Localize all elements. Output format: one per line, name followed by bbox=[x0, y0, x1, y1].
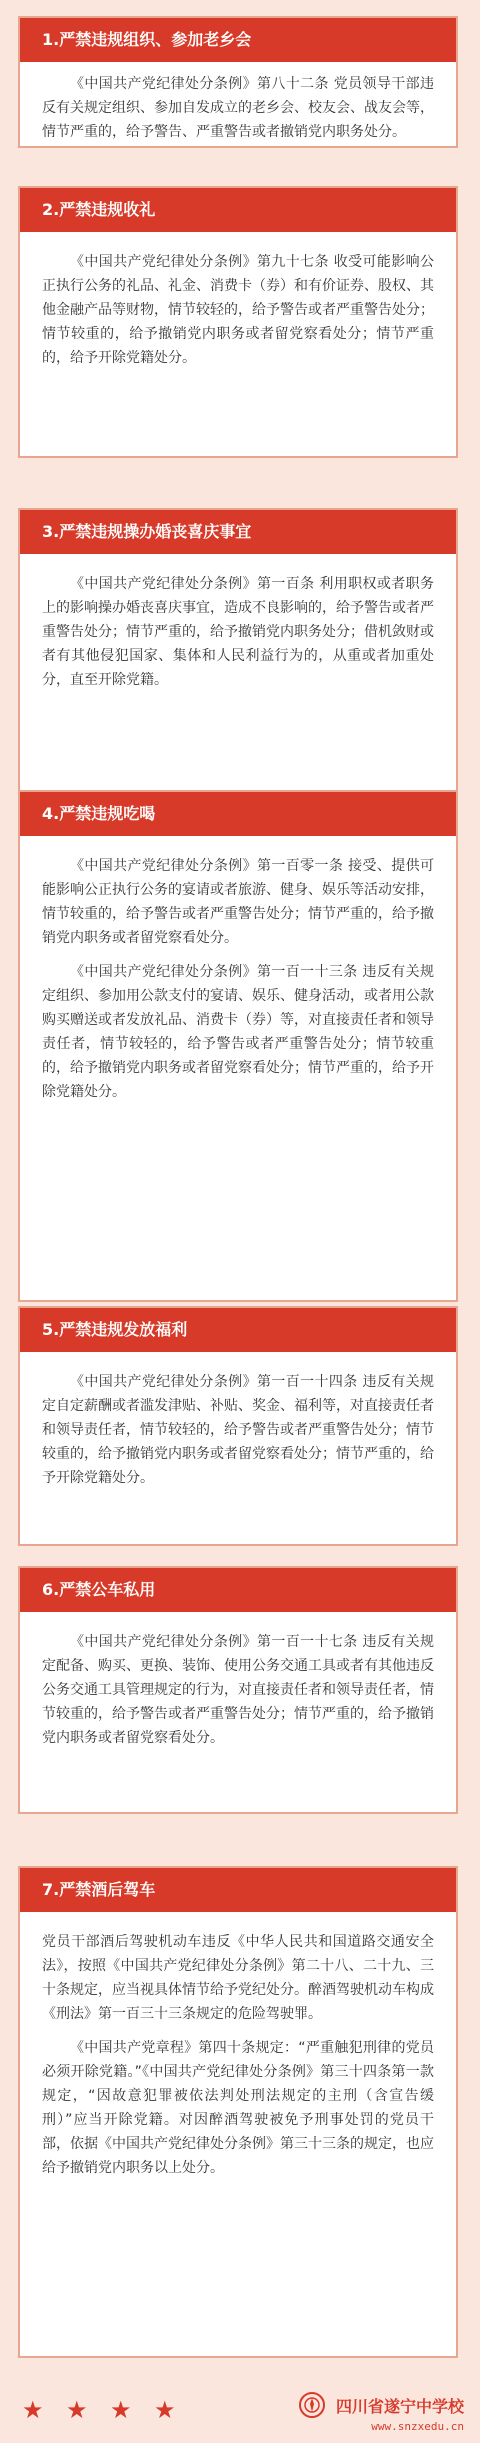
section-paragraph: 《中国共产党纪律处分条例》第一百一十四条 违反有关规定自定薪酬或者滥发津贴、补贴、奖金、福利等，对直接责任者和领导责任者，情节较轻的，给予警告或者严重警告处分；情节较重的，给予撤销党内职务或者留党察看处分；情节严重的，给予开除党籍处分。 bbox=[42, 1374, 434, 1486]
section-3 bbox=[18, 508, 458, 808]
section-title: 4.严禁违规吃喝 bbox=[20, 792, 456, 836]
section-2 bbox=[18, 186, 458, 458]
star-icon: ★ bbox=[110, 2396, 132, 2424]
section-paragraph: 《中国共产党章程》第四十条规定：“严重触犯刑律的党员必须开除党籍。”《中国共产党纪律处分条例》第三十四条第一款规定，“因故意犯罪被依法判处刑法规定的主刑（含宣告缓刑）”应当开除党籍。对因醉酒驾驶被免予刑事处罚的党员干部，依据《中国共产党纪律处分条例》第三十三条的规定，也应给予撤销党内职务以上处分。 bbox=[42, 2040, 434, 2176]
section-7 bbox=[18, 1866, 458, 2358]
star-icon: ★ bbox=[154, 2396, 176, 2424]
school-url: www.snzxedu.cn bbox=[371, 2420, 464, 2433]
star-icon: ★ bbox=[22, 2396, 44, 2424]
section-paragraph: 《中国共产党纪律处分条例》第一百一十七条 违反有关规定配备、购买、更换、装饰、使用公务交通工具或者有其他违反公务交通工具管理规定的行为，对直接责任者和领导责任者，情节较重的，给予警告或者严重警告处分；情节严重的，给予撤销党内职务或者留党察看处分。 bbox=[42, 1634, 434, 1746]
section-paragraph: 《中国共产党纪律处分条例》第一百一十三条 违反有关规定组织、参加用公款支付的宴请、娱乐、健身活动，或者用公款购买赠送或者发放礼品、消费卡（券）等，对直接责任者和领导责任者，情节较轻的，给予警告或者严重警告处分；情节较重的，给予撤销党内职务或者留党察看处分；情节严重的，给予开除党籍处分。 bbox=[42, 964, 434, 1100]
section-title: 2.严禁违规收礼 bbox=[20, 188, 456, 232]
section-paragraph: 《中国共产党纪律处分条例》第一百条 利用职权或者职务上的影响操办婚丧喜庆事宜，造成不良影响的，给予警告或者严重警告处分；情节严重的，给予撤销党内职务处分；借机敛财或者有其他侵犯国家、集体和人民利益行为的，从重或者加重处分，直至开除党籍。 bbox=[42, 576, 434, 688]
footer bbox=[0, 2380, 480, 2443]
section-title: 3.严禁违规操办婚丧喜庆事宜 bbox=[20, 510, 456, 554]
section-4 bbox=[18, 790, 458, 1302]
section-6 bbox=[18, 1566, 458, 1814]
section-paragraph: 《中国共产党纪律处分条例》第九十七条 收受可能影响公正执行公务的礼品、礼金、消费卡（券）和有价证券、股权、其他金融产品等财物，情节较轻的，给予警告或者严重警告处分；情节较重的，给予撤销党内职务或者留党察看处分；情节严重的，给予开除党籍处分。 bbox=[42, 254, 434, 366]
section-title: 5.严禁违规发放福利 bbox=[20, 1308, 456, 1352]
section-title: 7.严禁酒后驾车 bbox=[20, 1868, 456, 1912]
school-brand bbox=[299, 2392, 464, 2433]
section-paragraph: 《中国共产党纪律处分条例》第八十二条 党员领导干部违反有关规定组织、参加自发成立的老乡会、校友会、战友会等，情节严重的，给予警告、严重警告或者撤销党内职务处分。 bbox=[42, 76, 434, 140]
star-icon: ★ bbox=[66, 2396, 88, 2424]
section-title: 1.严禁违规组织、参加老乡会 bbox=[20, 18, 456, 62]
section-1 bbox=[18, 16, 458, 148]
school-name: 四川省遂宁中学校 bbox=[335, 2396, 464, 2416]
section-paragraph: 《中国共产党纪律处分条例》第一百零一条 接受、提供可能影响公正执行公务的宴请或者旅游、健身、娱乐等活动安排，情节较重的，给予警告或者严重警告处分；情节严重的，给予撤销党内职务或者留党察看处分。 bbox=[42, 858, 434, 946]
section-title: 6.严禁公车私用 bbox=[20, 1568, 456, 1612]
school-logo-icon bbox=[299, 2392, 325, 2418]
section-5 bbox=[18, 1306, 458, 1546]
section-paragraph: 党员干部酒后驾驶机动车违反《中华人民共和国道路交通安全法》，按照《中国共产党纪律处分条例》第二十八、二十九、三十条规定，应当视具体情节给予党纪处分。醉酒驾驶机动车构成《刑法》第一百三十三条规定的危险驾驶罪。 bbox=[42, 1934, 434, 2022]
